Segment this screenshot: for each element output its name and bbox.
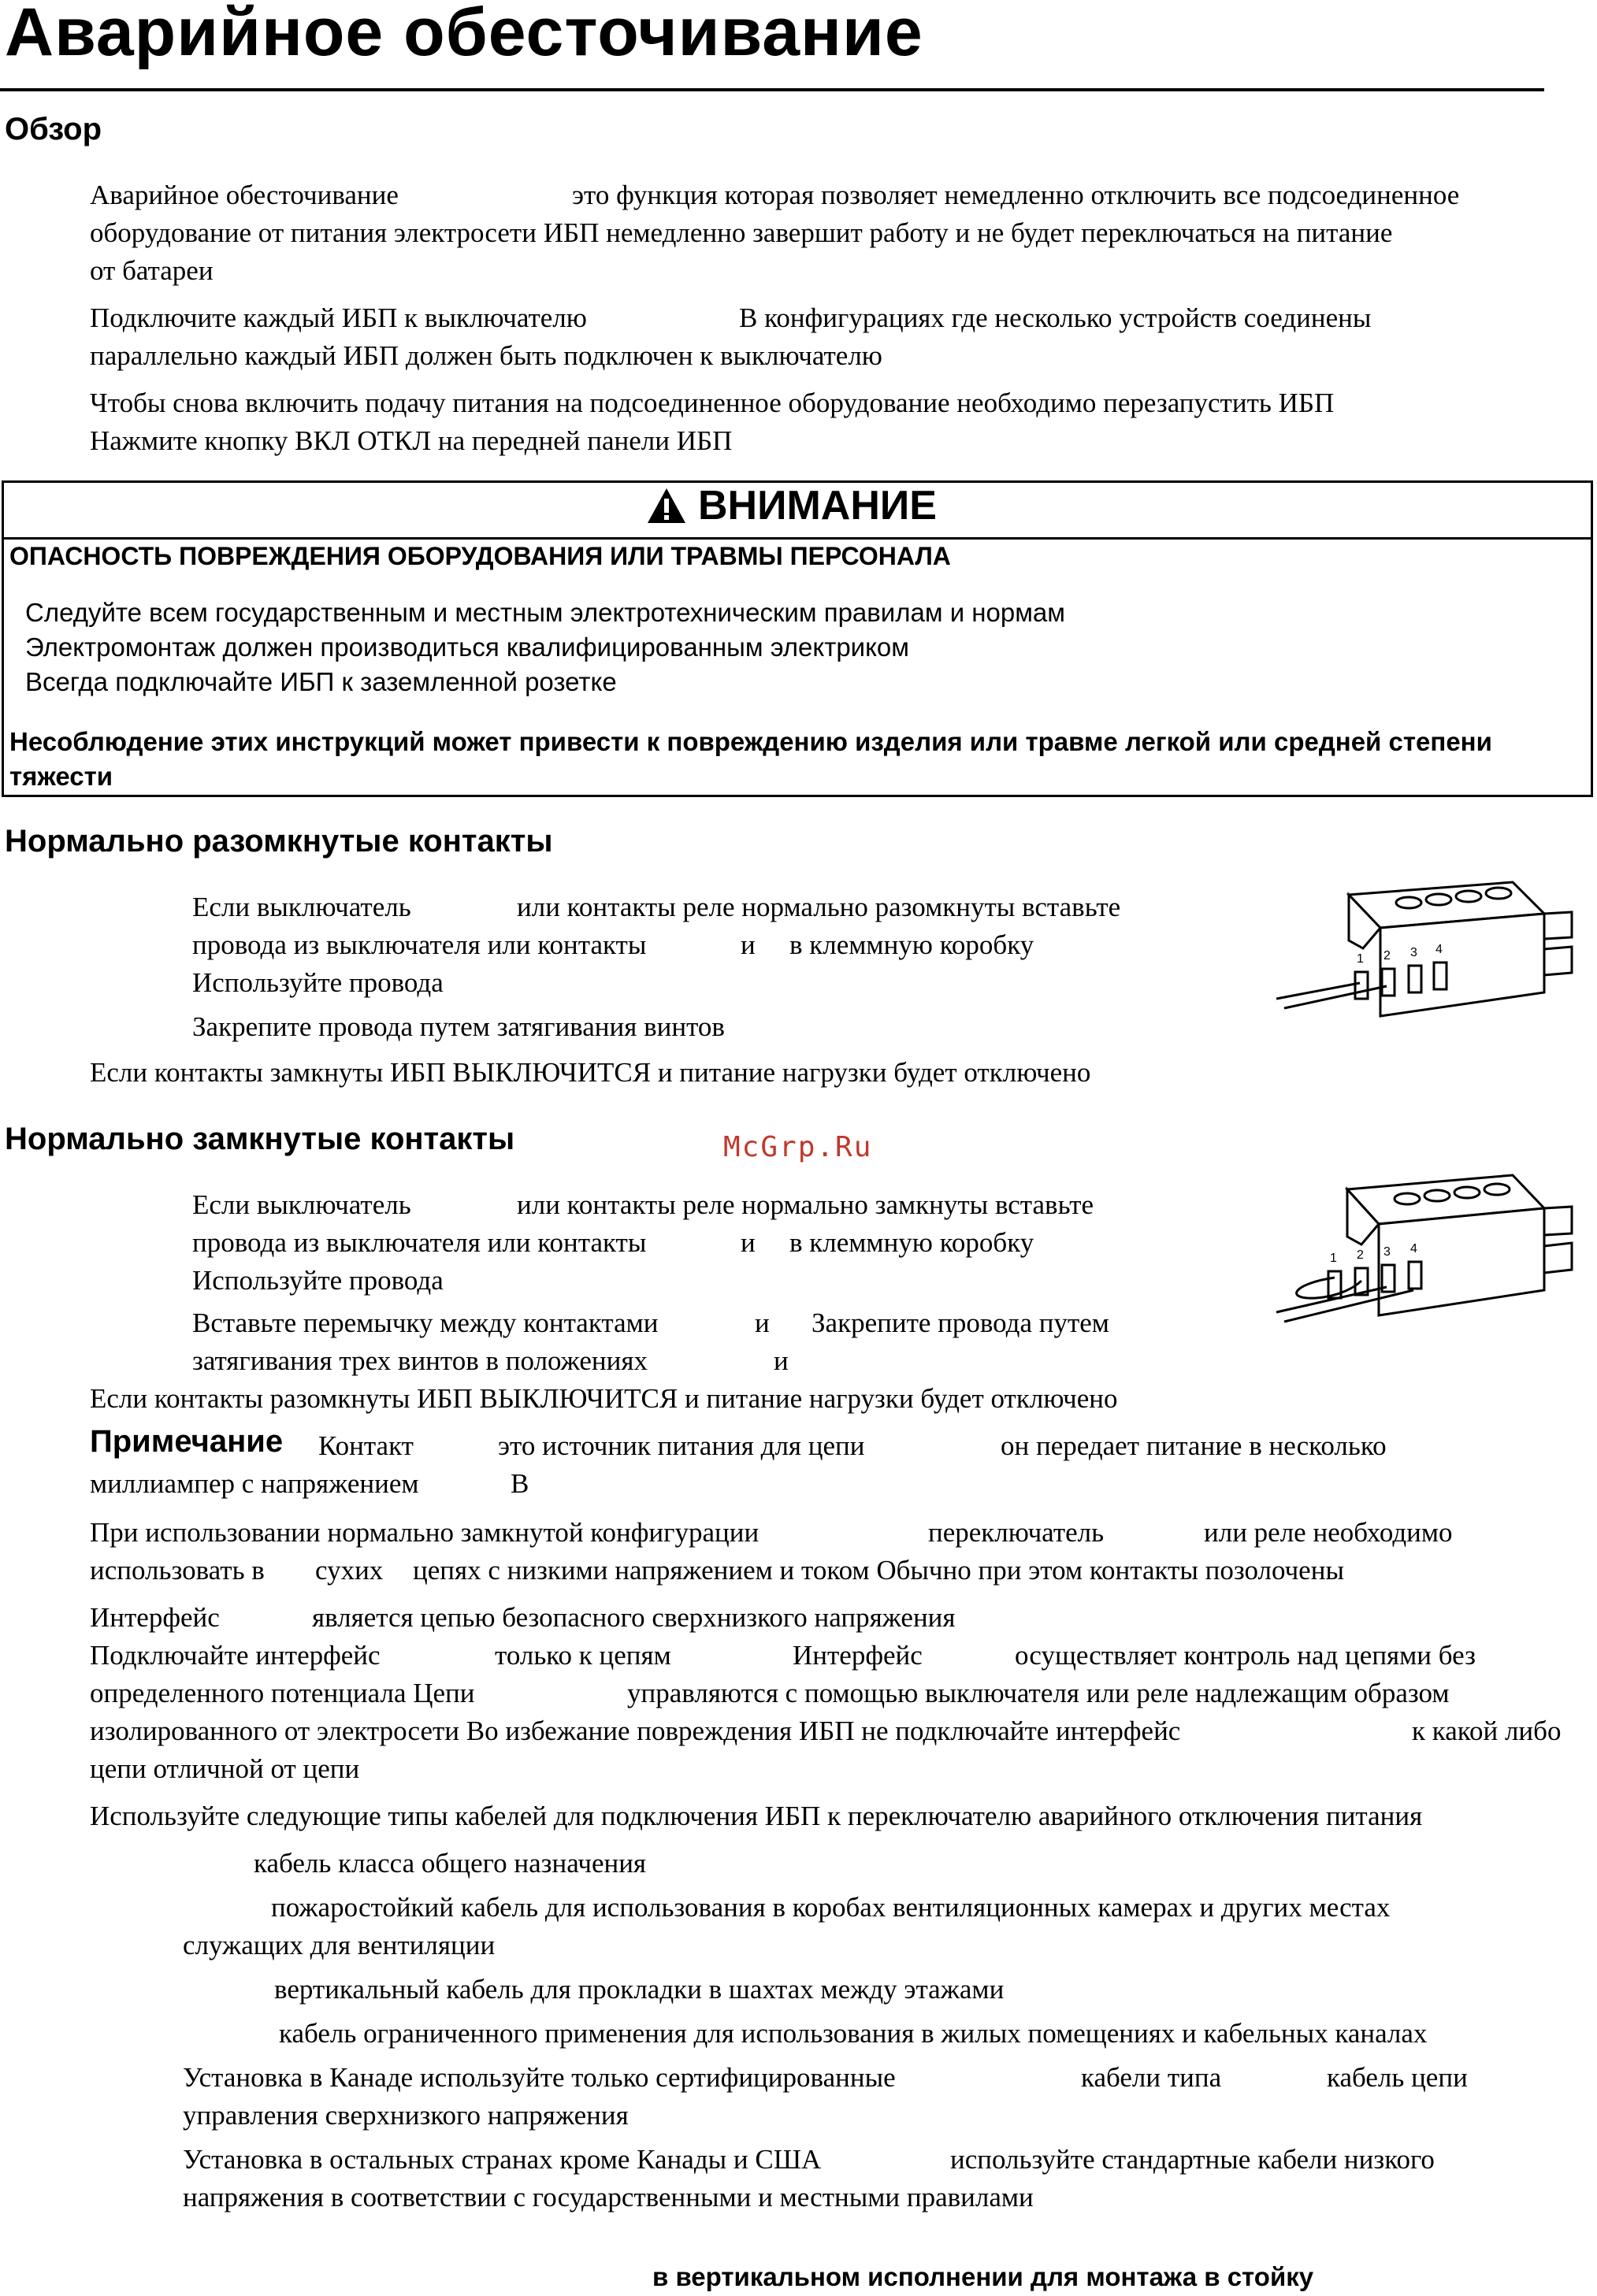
cable-item-2a: пожаростойкий кабель для использования в коробах вентиляционных камерах и других местах <box>271 1892 1391 1923</box>
cable-item-2b: служащих для вентиляции <box>183 1930 496 1960</box>
iface-l2d: осуществляет контроль над цепями без <box>1015 1640 1476 1671</box>
no-l3: Используйте провода <box>192 967 444 998</box>
nc-l2a: провода из выключателя или контакты <box>192 1227 647 1258</box>
iface-l2a: Подключайте интерфейс <box>90 1640 381 1671</box>
cable-item-4: кабель ограниченного применения для использования в жилых помещениях и кабельных каналах <box>279 2018 1428 2049</box>
overview-p2-line1a: Подключите каждый ИБП к выключателю <box>90 302 587 333</box>
nc-contacts-heading: Нормально замкнутые контакты <box>5 1122 515 1156</box>
iface-l4b: к какой либо <box>1412 1716 1562 1746</box>
terminal-block-nc-diagram <box>1268 1158 1584 1339</box>
iface-l3a: определенного потенциала Цепи <box>90 1678 475 1708</box>
usage-l1c: или реле необходимо <box>1204 1517 1453 1548</box>
note-l1b: это источник питания для цепи <box>498 1430 865 1461</box>
warning-subtitle: ОПАСНОСТЬ ПОВРЕЖДЕНИЯ ОБОРУДОВАНИЯ ИЛИ ТРАВМЫ ПЕРСОНАЛА <box>9 542 951 570</box>
cable-other-b: используйте стандартные кабели низкого <box>950 2144 1435 2175</box>
no-contacts-heading: Нормально разомкнутые контакты <box>5 824 553 859</box>
nc-l2c: в клеммную коробку <box>789 1227 1034 1258</box>
nc-l6: Если контакты разомкнуты ИБП ВЫКЛЮЧИТСЯ и питание нагрузки будет отключено <box>90 1383 1118 1414</box>
terminal-label: 3 <box>1383 1245 1391 1259</box>
no-l2b: и <box>741 929 756 960</box>
cable-canada-a: Установка в Канаде используйте только сертифицированные <box>183 2062 896 2093</box>
iface-l1b: является цепью безопасного сверхнизкого напряжения <box>312 1602 956 1633</box>
cable-item-1: кабель класса общего назначения <box>254 1848 647 1879</box>
title-rule <box>0 88 1544 91</box>
terminal-label: 1 <box>1330 1252 1337 1265</box>
overview-p2-line2: параллельно каждый ИБП должен быть подключен к выключателю <box>90 340 882 371</box>
terminal-label: 4 <box>1410 1242 1417 1256</box>
iface-l1a: Интерфейс <box>90 1602 220 1633</box>
terminal-block-no-diagram <box>1276 866 1584 1032</box>
watermark: McGrp.Ru <box>723 1131 873 1163</box>
overview-heading: Обзор <box>5 112 102 147</box>
iface-l2b: только к цепям <box>495 1640 671 1671</box>
note-l2b: В <box>511 1468 529 1499</box>
overview-p1-line3: от батареи <box>90 255 214 286</box>
warning-title-text: ВНИМАНИЕ <box>698 483 937 529</box>
nc-l4b: и <box>755 1307 770 1338</box>
no-l2c: в клеммную коробку <box>789 929 1034 960</box>
iface-l3b: управляются с помощью выключателя или реле надлежащим образом <box>627 1678 1450 1708</box>
note-l1a: Контакт <box>318 1430 414 1461</box>
overview-p2-line1b: В конфигурациях где несколько устройств соединены <box>739 302 1372 333</box>
no-l1a: Если выключатель <box>192 892 411 922</box>
nc-l4a: Вставьте перемычку между контактами <box>192 1307 659 1338</box>
no-l2a: провода из выключателя или контакты <box>192 929 647 960</box>
warning-title <box>646 482 937 529</box>
overview-p1-line1a: Аварийное обесточивание <box>90 180 399 210</box>
warning-list <box>25 595 1065 699</box>
note-label: Примечание <box>90 1424 284 1459</box>
warning-item: Электромонтаж должен производиться квалифицированным электриком <box>25 632 909 662</box>
cable-canada-c: кабель цепи <box>1327 2062 1468 2093</box>
page-footer: в вертикальном исполнении для монтажа в стойку <box>652 2262 1314 2291</box>
usage-l2b: сухих <box>315 1555 384 1586</box>
usage-l2a: использовать в <box>90 1555 265 1586</box>
note-l1c: он передает питание в несколько <box>1001 1430 1387 1461</box>
nc-l5a: затягивания трех винтов в положениях <box>192 1345 648 1376</box>
terminal-label: 2 <box>1383 949 1391 963</box>
nc-l5b: и <box>774 1345 789 1376</box>
no-l5: Если контакты замкнуты ИБП ВЫКЛЮЧИТСЯ и питание нагрузки будет отключено <box>90 1057 1091 1088</box>
no-l1b: или контакты реле нормально разомкнуты вставьте <box>517 892 1121 922</box>
cable-other-c: напряжения в соответствии с государственными и местными правилами <box>183 2182 1034 2213</box>
cable-canada-d: управления сверхнизкого напряжения <box>183 2100 629 2131</box>
warning-item: Всегда подключайте ИБП к заземленной розетке <box>25 667 617 696</box>
nc-l1b: или контакты реле нормально замкнуты вставьте <box>517 1189 1094 1220</box>
usage-l2c: цепях с низкими напряжением и током Обычно при этом контакты позолочены <box>413 1555 1344 1586</box>
nc-l3: Используйте провода <box>192 1265 444 1296</box>
cable-other-a: Установка в остальных странах кроме Канады и США <box>183 2144 822 2175</box>
nc-l2b: и <box>741 1227 756 1258</box>
iface-l2c: Интерфейс <box>793 1640 923 1671</box>
page-title: Аварийное обесточивание <box>5 0 923 70</box>
nc-l4c: Закрепите провода путем <box>811 1307 1109 1338</box>
overview-p3-line2: Нажмите кнопку ВКЛ ОТКЛ на передней панели ИБП <box>90 425 733 456</box>
nc-l1a: Если выключатель <box>192 1189 411 1220</box>
cable-item-3: вертикальный кабель для прокладки в шахтах между этажами <box>274 1974 1005 2005</box>
iface-l5: цепи отличной от цепи <box>90 1753 360 1784</box>
usage-l1b: переключатель <box>928 1517 1105 1548</box>
terminal-label: 1 <box>1357 952 1364 966</box>
overview-p3-line1: Чтобы снова включить подачу питания на подсоединенное оборудование необходимо перезапустить ИБП <box>90 388 1335 418</box>
terminal-label: 2 <box>1357 1248 1364 1262</box>
warning-triangle-icon <box>646 487 687 525</box>
warning-divider <box>2 537 1593 540</box>
note-l2a: миллиампер с напряжением <box>90 1468 419 1499</box>
warning-item: Следуйте всем государственным и местным электротехническим правилам и нормам <box>25 598 1065 627</box>
cable-canada-b: кабели типа <box>1081 2062 1222 2093</box>
iface-l4a: изолированного от электросети Во избежание повреждения ИБП не подключайте интерфейс <box>90 1716 1181 1746</box>
terminal-label: 4 <box>1435 943 1443 956</box>
warning-footer: Несоблюдение этих инструкций может привести к повреждению изделия или травме легкой или средней степени тяжести <box>9 727 1492 791</box>
cables-intro: Используйте следующие типы кабелей для подключения ИБП к переключателю аварийного отключения питания <box>90 1801 1423 1831</box>
usage-l1a: При использовании нормально замкнутой конфигурации <box>90 1517 760 1548</box>
overview-p1-line2: оборудование от питания электросети ИБП немедленно завершит работу и не будет переключаться на питание <box>90 217 1393 248</box>
no-l4: Закрепите провода путем затягивания винтов <box>192 1011 725 1042</box>
terminal-label: 3 <box>1410 946 1417 959</box>
overview-p1-line1b: это функция которая позволяет немедленно отключить все подсоединенное <box>572 180 1460 210</box>
